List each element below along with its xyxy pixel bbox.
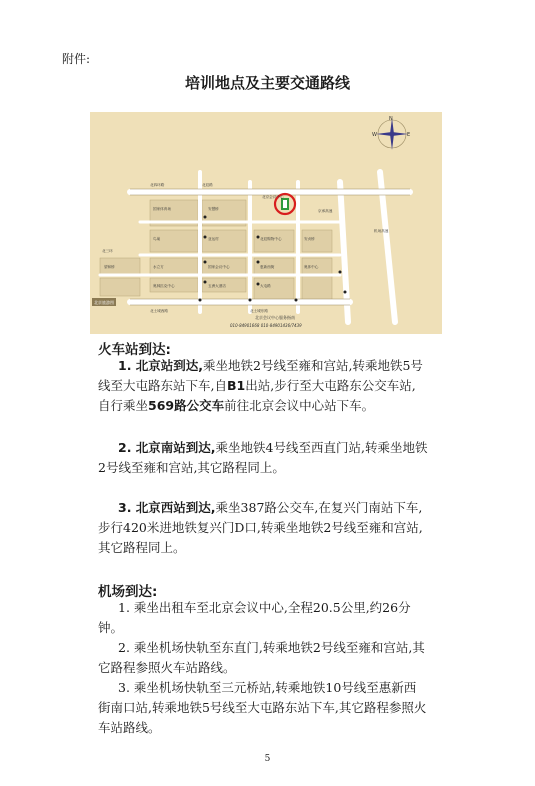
map-label: 鸟巢 (153, 237, 161, 241)
map-label: 亚运村 (208, 237, 219, 241)
train-paragraph-1: 1. 北京站到达,乘坐地铁2号线至雍和宫站,转乘地铁5号线至大屯路东站下车,自B1出站,步行至大屯路东公交车站,自行乘坐569路公交车前往北京会议中心站下车。 (98, 358, 423, 413)
airport-paragraph-2: 2. 乘坐机场快轨至东直门,转乘地铁2号线至雍和宫站,其它路程参照火车站路线。 (98, 640, 425, 675)
map-label: 奥体中心 (304, 265, 319, 269)
compass-w: W (372, 132, 377, 138)
map-label: 安慧桥 (208, 207, 219, 211)
map-label: 北辰路 (202, 183, 213, 187)
map-label: 机场高速 (374, 229, 389, 233)
map-label: 安贞桥 (304, 237, 315, 241)
map-label: 北三环 (102, 249, 113, 253)
train-paragraph-2: 2. 北京南站到达,乘坐地铁4号线至西直门站,转乘坐地铁2号线至雍和宫站,其它路程同上。 (98, 440, 428, 475)
page-number: 5 (264, 754, 271, 764)
airport-paragraph-3: 3. 乘坐机场快轨至三元桥站,转乘地铁10号线至惠新西街南口站,转乘地铁5号线至大屯路东站下车,其它路程参照火车站路线。 (98, 680, 427, 735)
map-label: 北土城东路 (250, 309, 268, 313)
map-label: 京承高速 (318, 209, 333, 213)
map-caption: 北京会议中心服务指南 (255, 315, 295, 320)
map-label: 望和桥 (104, 265, 115, 269)
map-label: 惠新西街 (260, 265, 275, 269)
page-title: 培训地点及主要交通路线 (184, 74, 350, 92)
map-phone: 010-84901668 010-84901436/7439 (230, 323, 302, 328)
map-label: 水立方 (153, 265, 164, 269)
map-label: 奥林匹克中心 (153, 284, 175, 288)
map-label: 国家会议中心 (208, 265, 230, 269)
airport-paragraph-1: 1. 乘坐出租车至北京会议中心,全程20.5公里,约26分钟。 (98, 600, 411, 635)
map-label: 北京会议中心 (262, 195, 284, 199)
compass-e: E (407, 132, 411, 138)
map-label: 北土城西路 (150, 309, 168, 313)
train-heading: 火车站到达: (98, 342, 171, 358)
map-label: 五洲大酒店 (208, 284, 226, 288)
map-label: 北辰购物中心 (260, 237, 282, 241)
map-label: 大屯路 (260, 284, 271, 288)
train-paragraph-3: 3. 北京西站到达,乘坐387路公交车,在复兴门南站下车,步行420米进地铁复兴门D口,转乘坐地铁2号线至雍和宫站,其它路程同上。 (98, 500, 423, 555)
map-tag: 北京旅游图 (94, 300, 114, 305)
airport-heading: 机场到达: (98, 584, 158, 600)
attachment-label: 附件: (62, 52, 91, 66)
location-map (90, 112, 442, 334)
compass-n: N (389, 116, 393, 122)
map-label: 北四环路 (150, 183, 165, 187)
train-p1-lead: 1. 北京站到达, (118, 358, 204, 373)
map-label: 国家体育场 (153, 207, 171, 211)
